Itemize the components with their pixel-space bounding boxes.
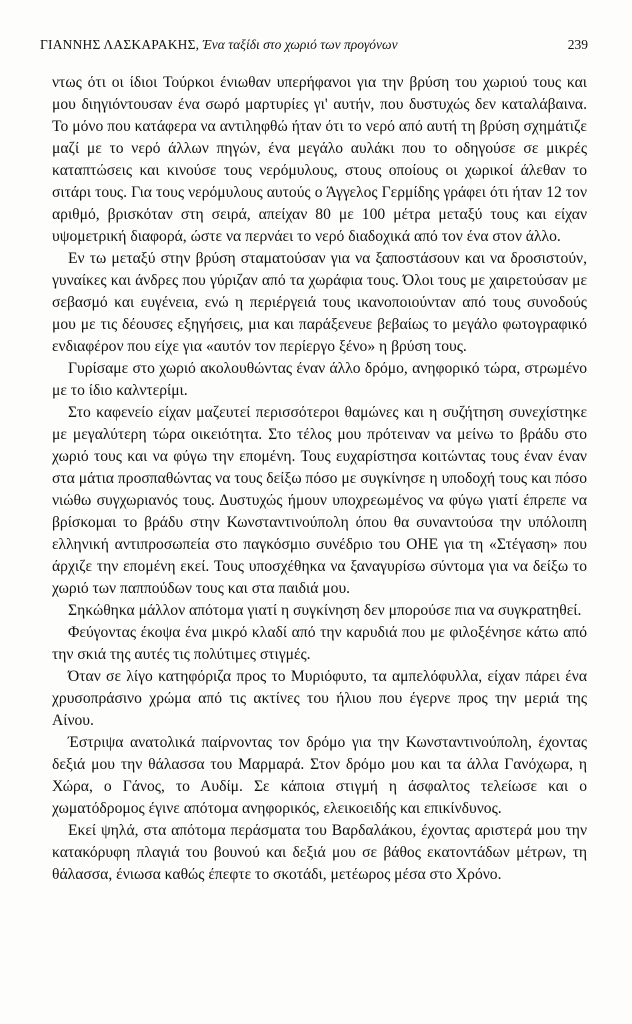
paragraph: Φεύγοντας έκοψα ένα μικρό κλαδί από την καρυδιά που με φιλοξένησε κάτω από την σκιά της αυτές τις πολύτιμες στιγμές.	[52, 624, 587, 663]
header-book-title: Ένα ταξίδι στο χωριό των προγόνων	[202, 37, 398, 52]
running-header	[40, 34, 588, 56]
page-number: 239	[567, 37, 588, 52]
paragraph: Στο καφενείο είχαν μαζευτεί περισσότεροι θαμώνες και η συζήτηση συνεχίστηκε με μεγαλύτερη τώρα οικειότητα. Στο τέλος μου πρότειναν να μείνω το βράδυ στο χωριό τους και να φύγω την επομένη. Τους ευχαρίστησα κοιτώντας τους έναν έναν στα μάτια προσπαθώντας να τους δείξω πόσο με συγκίνησε η υποδοχή τους και πόσο νιώθω συγχωριανός τους. Δυστυχώς ήμουν υποχρεωμένος να φύγω γιατί έπρεπε να βρίσκομαι το βράδυ στην Κωνσταντινούπολη όπου θα συναντούσα την υπόλοιπη ελληνική αντιπροσωπεία στο παγκόσμιο συνέδριο του ΟΗΕ για τη «Στέγαση» που άρχιζε την επομένη εκεί. Τους υποσχέθηκα να ξαναγυρίσω σύντομα για να δείξω το χωριό των παππούδων τους και στα παιδιά μου.	[52, 404, 587, 597]
paragraph: Γυρίσαμε στο χωριό ακολουθώντας έναν άλλο δρόμο, ανηφορικό τώρα, στρωμένο με το ίδιο καλντερίμι.	[52, 360, 587, 399]
paragraph: Όταν σε λίγο κατηφόριζα προς το Μυριόφυτο, τα αμπελόφυλλα, είχαν πάρει ένα χρυσοπράσινο χρώμα από τις ακτίνες του ήλιου που έγερνε προς την μεριά της Αίνου.	[52, 668, 587, 729]
paragraph: Εν τω μεταξύ στην βρύση σταματούσαν για να ξαποστάσουν και να δροσιστούν, γυναίκες και άνδρες που γύριζαν από τα χωράφια τους. Όλοι τους με χαιρετούσαν με σεβασμό και ευγένεια, ενώ η περιέργειά τους ικανοποιούνταν από τους συνοδούς μου με τις δέουσες εξηγήσεις, μια και παράξενευε βεβαίως το μεγάλο φωτογραφικό ενδιαφέρον που είχε για «αυτόν τον περίεργο ξένο» η βρύση τους.	[52, 250, 587, 355]
paragraph: ντως ότι οι ίδιοι Τούρκοι ένιωθαν υπερήφανοι για την βρύση του χωριού τους και μου διηγιόντουσαν ένα σωρό μαρτυρίες γι' αυτήν, που δυστυχώς δεν καταλάβαινα. Το μόνο που κατάφερα να αντιληφθώ ήταν ότι το νερό από αυτή τη βρύση σχημάτιζε μαζί με το νερό άλλων πηγών, ένα μεγάλο αυλάκι που το οδηγούσε σε μικρές καταπτώσεις και κινούσε τους νερόμυλους, στους οποίους οι χωρικοί άλεθαν το σιτάρι τους. Για τους νερόμυλους αυτούς ο Άγγελος Γερμίδης γράφει ότι ήταν 12 τον αριθμό, βρισκόταν στη σειρά, απείχαν 80 με 100 μέτρα μεταξύ τους και είχαν υψομετρική διαφορά, ώστε να περνάει το νερό διαδοχικά από τον ένα στον άλλο.	[52, 74, 587, 245]
paragraph: Εκεί ψηλά, στα απότομα περάσματα του Βαρδαλάκου, έχοντας αριστερά μου την κατακόρυφη πλαγιά του βουνού και δεξιά μου σε βάθος εκατοντάδων μέτρων, τη θάλασσα, ένιωσα καθώς έπεφτε το σκοτάδι, μετέωρος μέσα στο Χρόνο.	[52, 822, 587, 883]
header-author: ΓΙΑΝΝΗΣ ΛΑΣΚΑΡΑΚΗΣ,	[40, 37, 200, 52]
paragraph: Έστριψα ανατολικά παίρνοντας τον δρόμο για την Κωνσταντινούπολη, έχοντας δεξιά μου την θάλασσα του Μαρμαρά. Στον δρόμο μου και τα άλλα Γανόχωρα, η Χώρα, ο Γάνος, το Αυδίμ. Σε κάποια στιγμή η άσφαλτος τελείωσε και ο χωματόδρομος έγινε απότομα ανηφορικός, ελεικοειδής και επικίνδυνος.	[52, 734, 587, 817]
paragraph: Σηκώθηκα μάλλον απότομα γιατί η συγκίνηση δεν μπορούσε πια να συγκρατηθεί.	[68, 602, 582, 619]
body-text	[52, 72, 587, 886]
